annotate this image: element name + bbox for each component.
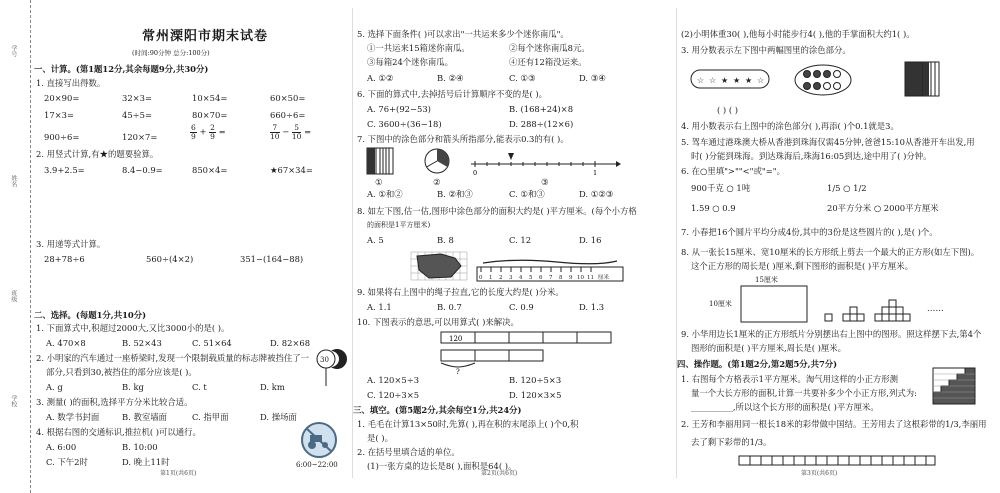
question-text: 部分,只看到30,被挡住的部分应该是( )。	[46, 367, 197, 377]
question-text: 9. 小华用边长1厘米的正方形纸片分别摆出右上图中的图形。照这样摆下去,第4个	[681, 329, 982, 339]
question-text: 3. 测量( )的面积,选择平方分米比较合适。	[36, 397, 193, 407]
vertical-calc: ★67×34=	[270, 165, 313, 175]
option: A. 120×5÷3	[367, 375, 420, 385]
question-text: __________,所以这个长方形的面积是( )平方厘米。	[691, 402, 879, 412]
question-text: 1. 右图每个方格表示1平方厘米。淘气用这样的小正方形测	[681, 374, 898, 384]
oral-calc: 900÷6=	[44, 132, 80, 142]
compare-item: 1.59 ○ 0.9	[691, 203, 736, 213]
time-window: 6:00~22:00	[296, 461, 338, 469]
ruler-tick-label: 10	[577, 275, 584, 281]
page-footer: 第1页(共6页)	[160, 470, 197, 478]
question-label: 2. 用竖式计算,有★的题要验算。	[36, 149, 159, 159]
edge-label: 姓名	[9, 175, 17, 187]
option: B. 教室墙面	[122, 412, 167, 422]
section-1-heading: 一、计算。(第1题12分,其余每题9分,共30分)	[34, 64, 209, 74]
question-label: 3. 用递等式计算。	[36, 239, 106, 249]
option: D. ③④	[579, 73, 606, 83]
figure-label: ③	[541, 177, 549, 187]
binding-margin	[0, 0, 31, 493]
ruler-rope-figure	[477, 258, 625, 282]
question-text: (1)一张方桌的边长是8( ),面积是64( )。	[367, 461, 517, 471]
section-4-heading: 四、操作题。(第1题2分,第2题5分,共7分)	[677, 359, 838, 369]
number-line-label: 0	[473, 169, 478, 177]
unknown-mark: ?	[456, 368, 460, 376]
svg-text:☆: ☆	[697, 76, 705, 85]
fraction-sum: $\frac{6}{9}$ + $\frac{2}{9}$ =	[191, 123, 226, 141]
ruler-tick-label: 5	[529, 275, 533, 281]
question-label: 1. 直接写出得数。	[36, 78, 106, 88]
striped-square-figure	[367, 148, 395, 176]
answer-blanks: ( ) ( )	[717, 105, 739, 115]
ruler-unit: 厘米	[598, 275, 610, 281]
option: B. kg	[122, 382, 144, 392]
oral-calc: 120×7=	[122, 132, 158, 142]
ruler-tick-label: 6	[539, 275, 543, 281]
svg-text:★: ★	[721, 76, 729, 85]
svg-text:★: ★	[733, 76, 741, 85]
ribbon-bar-figure	[739, 454, 939, 468]
option: C. 51×64	[192, 338, 232, 348]
question-text: 10. 下图表示的意思,可以用算式( )来解决。	[357, 317, 519, 327]
question-text: 量一个大长方形的面积,计算一共要补多少个小正方形,列式为:	[691, 388, 917, 398]
question-text: 7. 小春把16个圆片平均分成4份,其中的3份是这些圆片的( ),是( )个。	[681, 227, 938, 237]
option: D. 1.3	[579, 302, 605, 312]
compare-item: 1/5 ○ 1/2	[827, 183, 867, 193]
vertical-calc: 850×4=	[192, 165, 228, 175]
question-text: 7. 下图中的涂色部分和箭头所指部分,能表示0.3的有( )。	[357, 134, 569, 144]
option: A. 470×8	[46, 338, 86, 348]
ruler-tick-label: 8	[559, 275, 563, 281]
question-text: 6. 下面的算式中,去掉括号后计算顺序不变的是( )。	[357, 89, 548, 99]
edge-label: 学校	[9, 395, 17, 407]
option: A. ①和②	[367, 189, 403, 199]
option: D. 操场面	[260, 412, 297, 422]
figure-label: ②	[433, 177, 441, 187]
oral-calc: 10×54=	[192, 93, 228, 103]
condition: ③每箱24个迷你南瓜。	[367, 57, 454, 67]
exam-subtitle: (时间:90分钟 总分:100分)	[132, 49, 210, 57]
staircase-grid-figure	[933, 368, 977, 408]
option: A. 6:00	[46, 442, 77, 452]
question-text: 3. 用分数表示左下图中两幅图里的涂色部分。	[681, 45, 851, 55]
rect-width-label: 15厘米	[755, 276, 778, 284]
page-1	[34, 8, 342, 478]
ruler-tick-label: 9	[569, 275, 573, 281]
question-text: (2)小明体重30( ),他每小时能步行4( ),他的手掌面积大约1( )。	[681, 29, 915, 39]
ruler-tick-label: 2	[499, 275, 503, 281]
number-line-label: 1	[593, 169, 598, 177]
bar-value: 120	[449, 335, 463, 343]
option: D. ①②③	[579, 189, 614, 199]
question-text: 2. 小明家的汽车通过一座桥梁时,发现一个限制载质量的标志牌被挡住了一	[36, 353, 309, 363]
question-text: 4. 用小数表示右上图中的涂色部分( ),再添( )个0.1就是3。	[681, 121, 899, 131]
option: C. ①和③	[509, 189, 545, 199]
option: D. 16	[579, 235, 602, 245]
continuation-dots: ……	[927, 303, 944, 313]
option: C. t	[192, 382, 207, 392]
option: A. 数学书封面	[46, 412, 100, 422]
option: D. 晚上11时	[122, 457, 170, 467]
option: C. 0.9	[509, 302, 534, 312]
compare-item: 900千克 ○ 1吨	[691, 183, 751, 193]
option: D. 82×68	[270, 338, 311, 348]
question-text: 4. 根据右图的交通标识,推拉机( )可以通行。	[36, 427, 201, 437]
svg-text:★: ★	[745, 76, 753, 85]
rect-height-label: 10厘米	[709, 300, 732, 308]
page-footer: 第2页(共6页)	[481, 470, 518, 478]
figure-label: ①	[375, 177, 383, 187]
option: D. 288÷(12×6)	[509, 119, 574, 129]
rectangle-cut-figure	[741, 286, 811, 326]
question-text: 5. 驾车通过港珠澳大桥从香港到珠海仅需45分钟,爸爸15:10从香港开车出发,用	[681, 137, 975, 147]
exam-title: 常州溧阳市期末试卷	[142, 29, 269, 44]
option: B. 10:00	[122, 442, 158, 452]
option: C. 120÷3×5	[367, 390, 420, 400]
option: B. ②④	[437, 73, 464, 83]
oral-calc: 32×3=	[122, 93, 153, 103]
ruler-tick-label: 4	[519, 275, 523, 281]
fraction-diff: $\frac{7}{10}$ − $\frac{5}{10}$ =	[270, 123, 312, 141]
option: A. 76+(92−53)	[367, 104, 431, 114]
option: A. 5	[367, 235, 384, 245]
bar-model-figure	[441, 330, 611, 376]
mixed-calc: 351−(164−88)	[240, 254, 304, 264]
ruler-tick-label: 0	[479, 275, 483, 281]
oral-calc: 20×90=	[44, 93, 80, 103]
vertical-calc: 3.9+2.5=	[44, 165, 85, 175]
mixed-calc: 560÷(4×2)	[146, 254, 194, 264]
question-text: 8. 如左下图,估一估,图形中涂色部分的面积大约是( )平方厘米。(每个小方格	[357, 206, 637, 216]
option: C. 3600÷(36−18)	[367, 119, 442, 129]
oral-calc: 60×50=	[270, 93, 306, 103]
option: C. 下午2时	[46, 457, 88, 467]
question-text: 1. 下面算式中,积超过2000大,又比3000小的是( )。	[36, 323, 230, 333]
page-2	[352, 8, 667, 478]
number-line-figure	[471, 156, 621, 176]
oral-calc: 17×3=	[44, 110, 75, 120]
edge-label: 班级	[9, 290, 17, 302]
option: D. 120×3×5	[509, 390, 562, 400]
condition: ①一共运来15箱迷你南瓜。	[367, 43, 470, 53]
section-2-heading: 二、选择。(每题1分,共10分)	[34, 310, 147, 320]
option: B. 120÷5×3	[509, 375, 562, 385]
edge-label: 学号	[9, 45, 17, 57]
option: B. 52×43	[122, 338, 162, 348]
weight-limit-sign	[316, 348, 342, 388]
question-text: 是( )。	[367, 433, 393, 443]
question-text: 2. 王芳和李丽用同一根长18米的彩带做中国结。王芳用去了这根彩带的1/3,李丽用	[681, 419, 987, 429]
question-text: 9. 如果将右上图中的绳子拉直,它的长度大约是( )分米。	[357, 287, 564, 297]
condition: ②每个迷你南瓜8元。	[509, 43, 590, 53]
option: A. 1.1	[367, 302, 392, 312]
decimal-figure	[905, 62, 943, 100]
question-text: 去了剩下彩带的1/3。	[691, 437, 772, 447]
no-tractor-sign	[296, 420, 342, 462]
ruler-tick-label: 3	[509, 275, 513, 281]
svg-text:☆: ☆	[709, 76, 717, 85]
option: D. km	[260, 382, 285, 392]
option: A. ①②	[367, 73, 394, 83]
ruler-tick-label: 1	[489, 275, 493, 281]
question-text: 1. 毛毛在计算13×50时,先算( ),再在积的末尾添上( )个0,积	[357, 419, 579, 429]
question-text: 2. 在括号里填合适的单位。	[357, 447, 460, 457]
page-footer: 第3页(共6页)	[801, 470, 838, 478]
option: C. 指甲面	[192, 412, 229, 422]
svg-text:☆: ☆	[757, 76, 765, 85]
mixed-calc: 28+78÷6	[44, 254, 85, 264]
ruler-tick-label: 11	[587, 275, 594, 281]
page-3	[676, 8, 987, 478]
oral-calc: 660÷6=	[270, 110, 306, 120]
question-text: 5. 选择下面条件( )可以求出"一共运来多少个迷你南瓜"。	[357, 29, 569, 39]
compare-item: 20平方分米 ○ 2000平方厘米	[827, 203, 939, 213]
option: B. (168+24)×8	[509, 104, 574, 114]
question-text: 图形的面积是( )平方厘米,周长是( )厘米。	[691, 343, 847, 353]
vertical-calc: 8.4−0.9=	[122, 165, 163, 175]
question-text: 时( )分能到珠海。到达珠海后,珠海16:05到达,途中用了( )分钟。	[691, 151, 932, 161]
square-pattern-figure	[825, 290, 925, 326]
ruler-tick-label: 7	[549, 275, 553, 281]
sign-number: 30	[320, 356, 329, 364]
pie-figure	[423, 147, 451, 175]
question-text: 8. 从一张长15厘米、宽10厘米的长方形纸上剪去一个最大的正方形(如左下图)。	[681, 247, 980, 257]
question-text: 这个正方形的周长是( )厘米,剩下图形的面积是( )平方厘米。	[691, 261, 914, 271]
question-text: 的面积是1平方厘米)	[367, 221, 431, 229]
grid-estimate-figure	[411, 252, 471, 284]
option: B. 0.7	[437, 302, 462, 312]
option: A. g	[46, 382, 63, 392]
fraction-figures	[691, 64, 881, 98]
option: C. ①③	[509, 73, 536, 83]
condition: ④还有12箱没运来。	[509, 57, 587, 67]
option: B. 8	[437, 235, 454, 245]
option: C. 12	[509, 235, 532, 245]
question-text: 6. 在○里填">""<"或"="。	[681, 166, 786, 176]
oral-calc: 80×70=	[192, 110, 228, 120]
section-3-heading: 三、填空。(第5题2分,其余每空1分,共24分)	[353, 405, 522, 415]
option: B. ②和③	[437, 189, 473, 199]
oral-calc: 45÷5=	[122, 110, 153, 120]
